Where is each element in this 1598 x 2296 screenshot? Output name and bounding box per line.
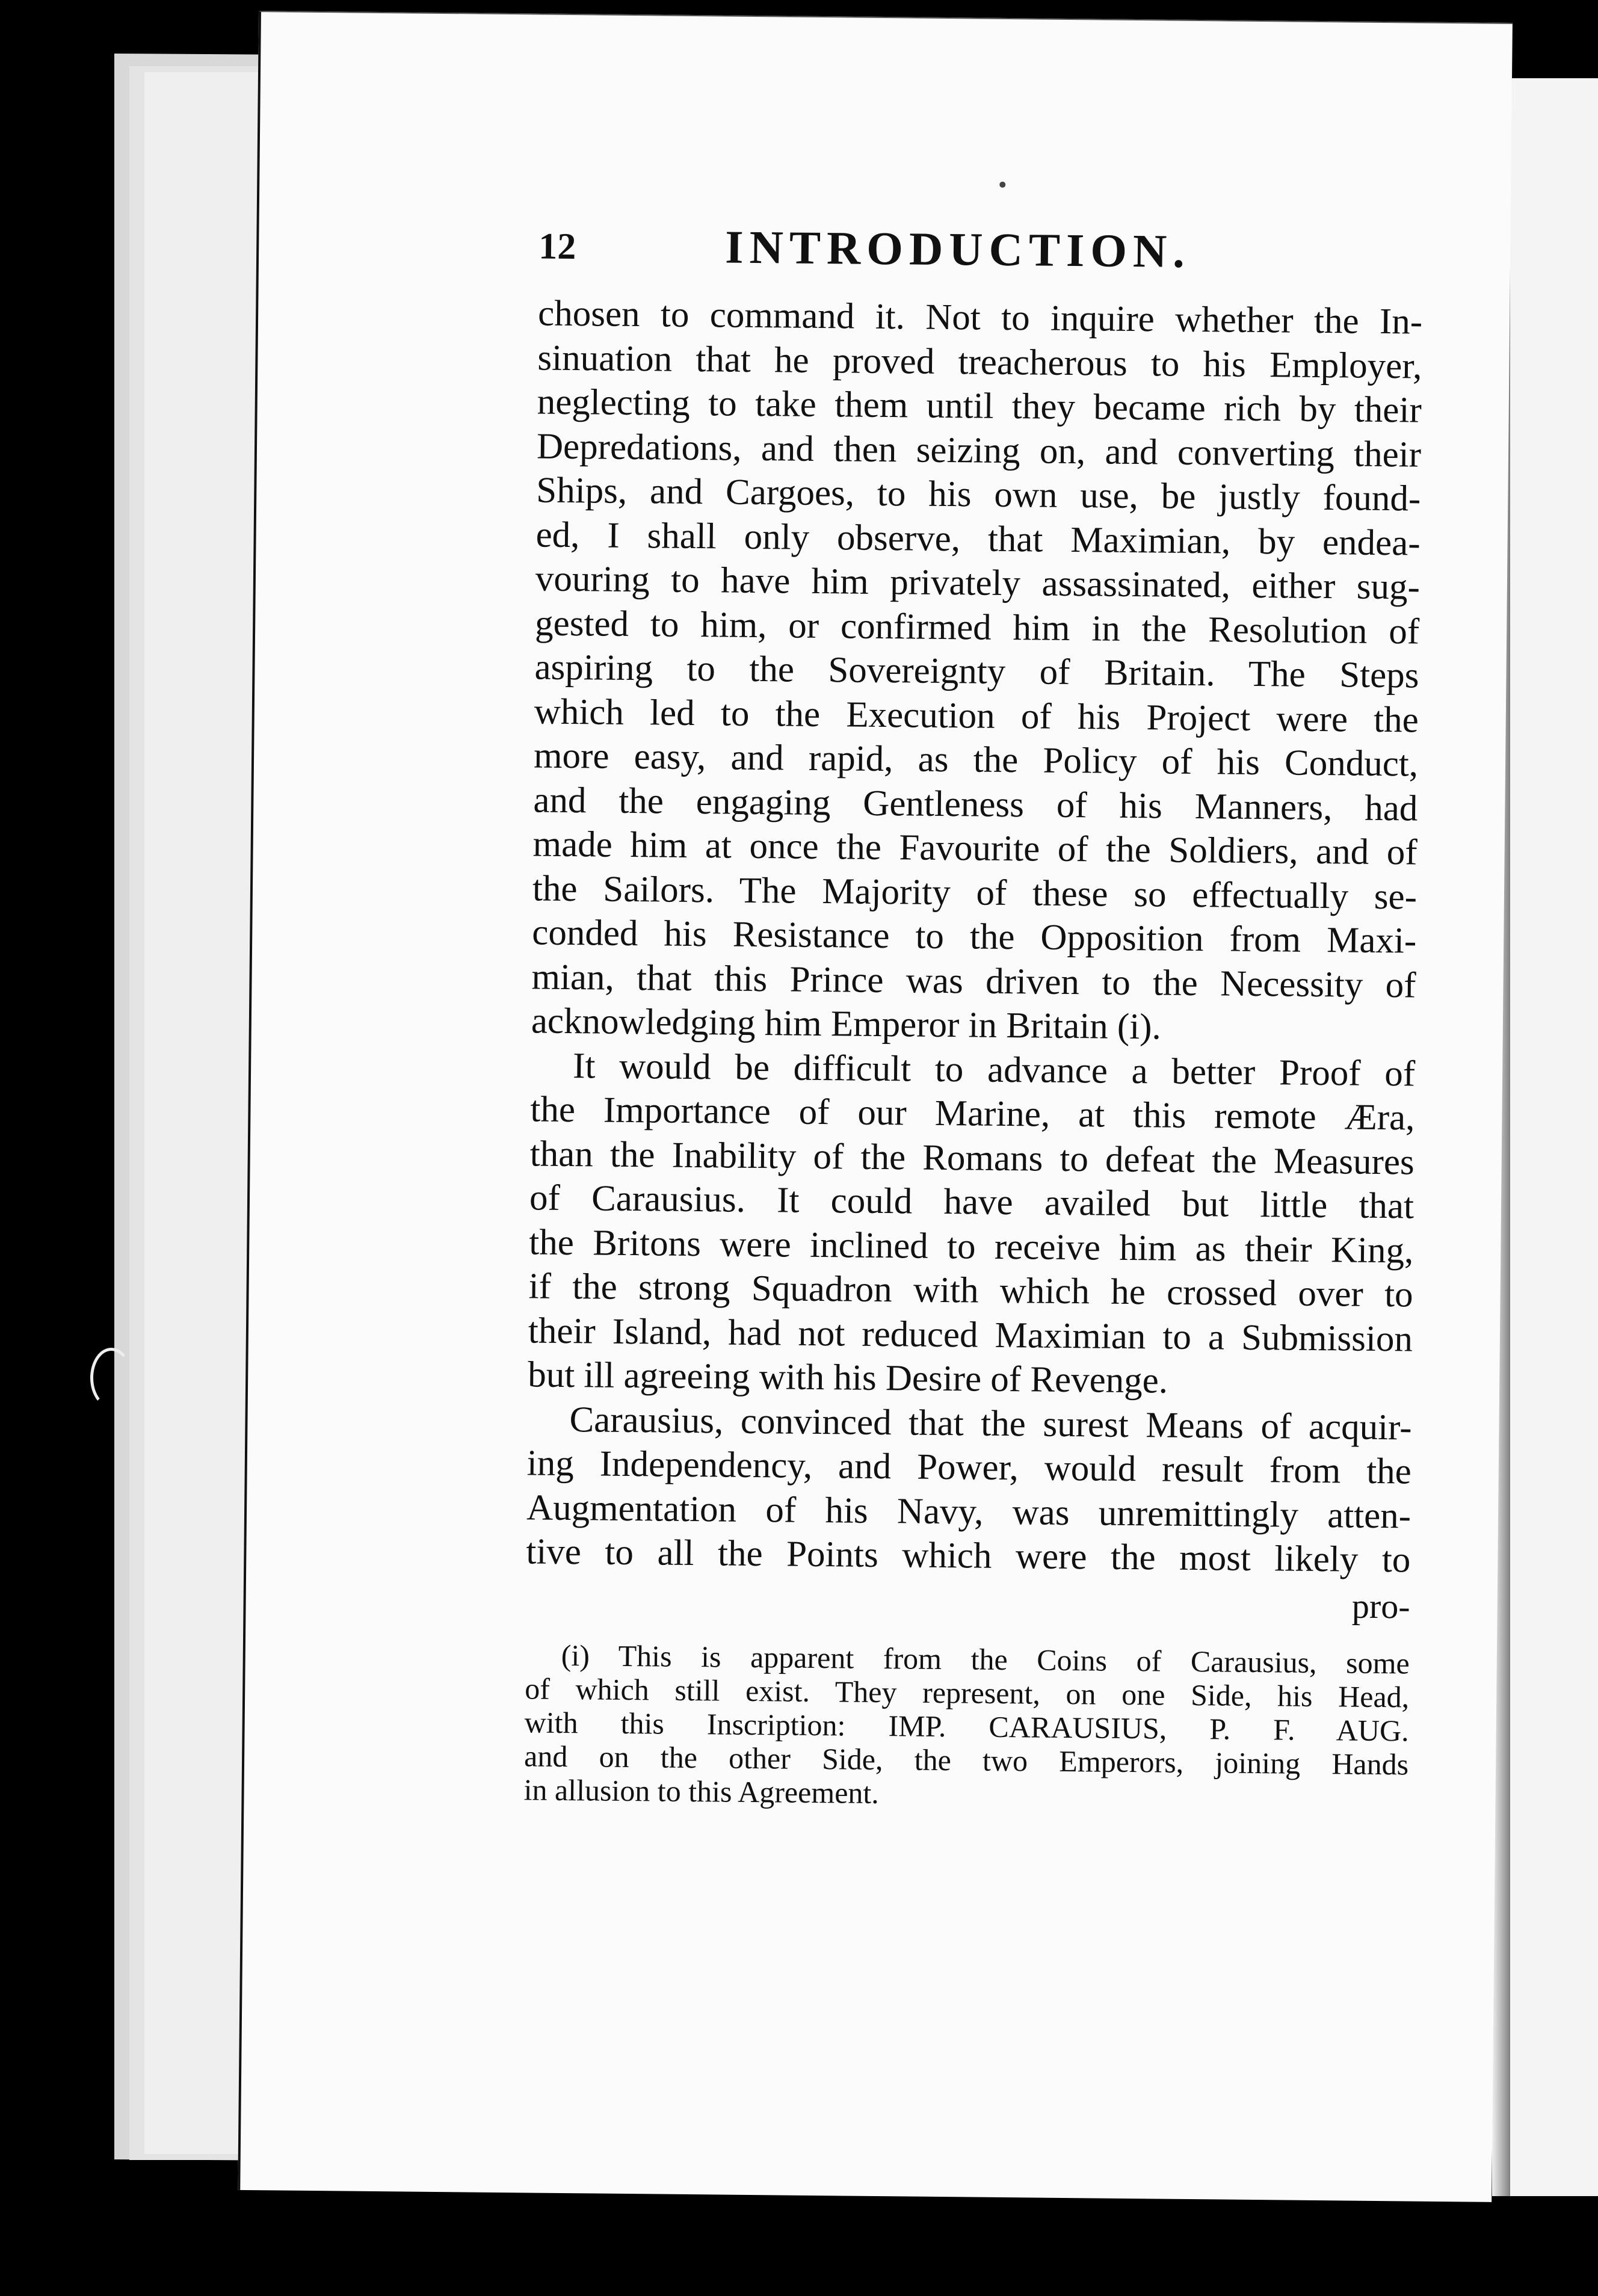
text-line: sinuation that he proved treacherous to his Employer, [537, 337, 1422, 387]
paragraph-3 [526, 1397, 1412, 1582]
page-header [538, 213, 1424, 300]
text-line: the Sailors. The Majority of these so effectually se- [532, 868, 1418, 918]
book-page [238, 11, 1513, 2202]
text-line: made him at once the Favourite of the Soldiers, and of [532, 824, 1418, 873]
text-line: mian, that this Prince was driven to the Necessity of [531, 956, 1416, 1006]
facing-page [1510, 78, 1598, 2196]
paragraph-1 [531, 291, 1423, 1052]
footnote-line: in allusion to this Agreement. [523, 1772, 880, 1810]
footnote-line: (i) This is apparent from the Coins of Carausius, some [561, 1638, 1410, 1680]
footnote-line: with this Inscription: IMP. CARAUSIUS, P. F. AUG. [524, 1705, 1409, 1747]
text-line: the Importance of our Marine, at this remote Æra, [530, 1089, 1415, 1138]
text-line: Augmentation of his Navy, was unremittingly atten- [526, 1487, 1411, 1536]
text-line: acknowledging him Emperor in Britain (i). [531, 1001, 1162, 1048]
text-line: ed, I shall only observe, that Maximian, by endea- [535, 514, 1421, 564]
text-line: aspiring to the Sovereignty of Britain. The Steps [534, 647, 1419, 696]
text-line: of Carausius. It could have availed but little that [529, 1177, 1414, 1227]
text-line: chosen to command it. Not to inquire whether the In- [537, 293, 1423, 342]
text-line: vouring to have him privately assassinated, either sug- [535, 558, 1421, 608]
page-number: 12 [538, 226, 576, 268]
text-line: if the strong Squadron with which he crossed over to [528, 1266, 1413, 1315]
body-text [525, 291, 1422, 1634]
text-line: It would be difficult to advance a better Proof of [572, 1045, 1416, 1094]
text-line: Ships, and Cargoes, to his own use, be justly found- [536, 470, 1421, 519]
text-line: more easy, and rapid, as the Policy of his Conduct, [533, 735, 1419, 785]
text-line: Carausius, convinced that the surest Means of acquir- [569, 1399, 1412, 1448]
footnote-line: and on the other Side, the two Emperors, joining Hands [523, 1738, 1409, 1781]
text-line: Depredations, and then seizing on, and converting their [536, 425, 1422, 475]
text-line: gested to him, or confirmed him in the Resolution of [534, 602, 1420, 652]
text-line: ing Independency, and Power, would result from the [526, 1443, 1412, 1492]
text-line: than the Inability of the Romans to defeat the Measures [529, 1133, 1415, 1183]
text-line: tive to all the Points which were the most likely to [526, 1531, 1411, 1581]
footnote [523, 1638, 1410, 1815]
text-line: their Island, had not reduced Maximian to a Submission [528, 1310, 1413, 1360]
text-line: and the engaging Gentleness of his Manners, had [533, 779, 1418, 829]
paragraph-2 [528, 1043, 1416, 1406]
text-line: neglecting to take them until they became rich by their [537, 381, 1422, 431]
text-line: but ill agreeing with his Desire of Revenge. [527, 1354, 1168, 1401]
text-line: the Britons were inclined to receive him as their King, [529, 1221, 1414, 1271]
running-head: INTRODUCTION. [724, 220, 1191, 277]
text-block [523, 213, 1423, 1814]
text-line: conded his Resistance to the Opposition from Maxi- [531, 912, 1417, 961]
footnote-line: of which still exist. They represent, on one Side, his Head, [524, 1671, 1410, 1714]
catchword: pro- [1351, 1586, 1410, 1626]
ink-speck [999, 182, 1005, 188]
text-line: which led to the Execution of his Project were the [534, 691, 1419, 741]
margin-mark [90, 1348, 132, 1408]
